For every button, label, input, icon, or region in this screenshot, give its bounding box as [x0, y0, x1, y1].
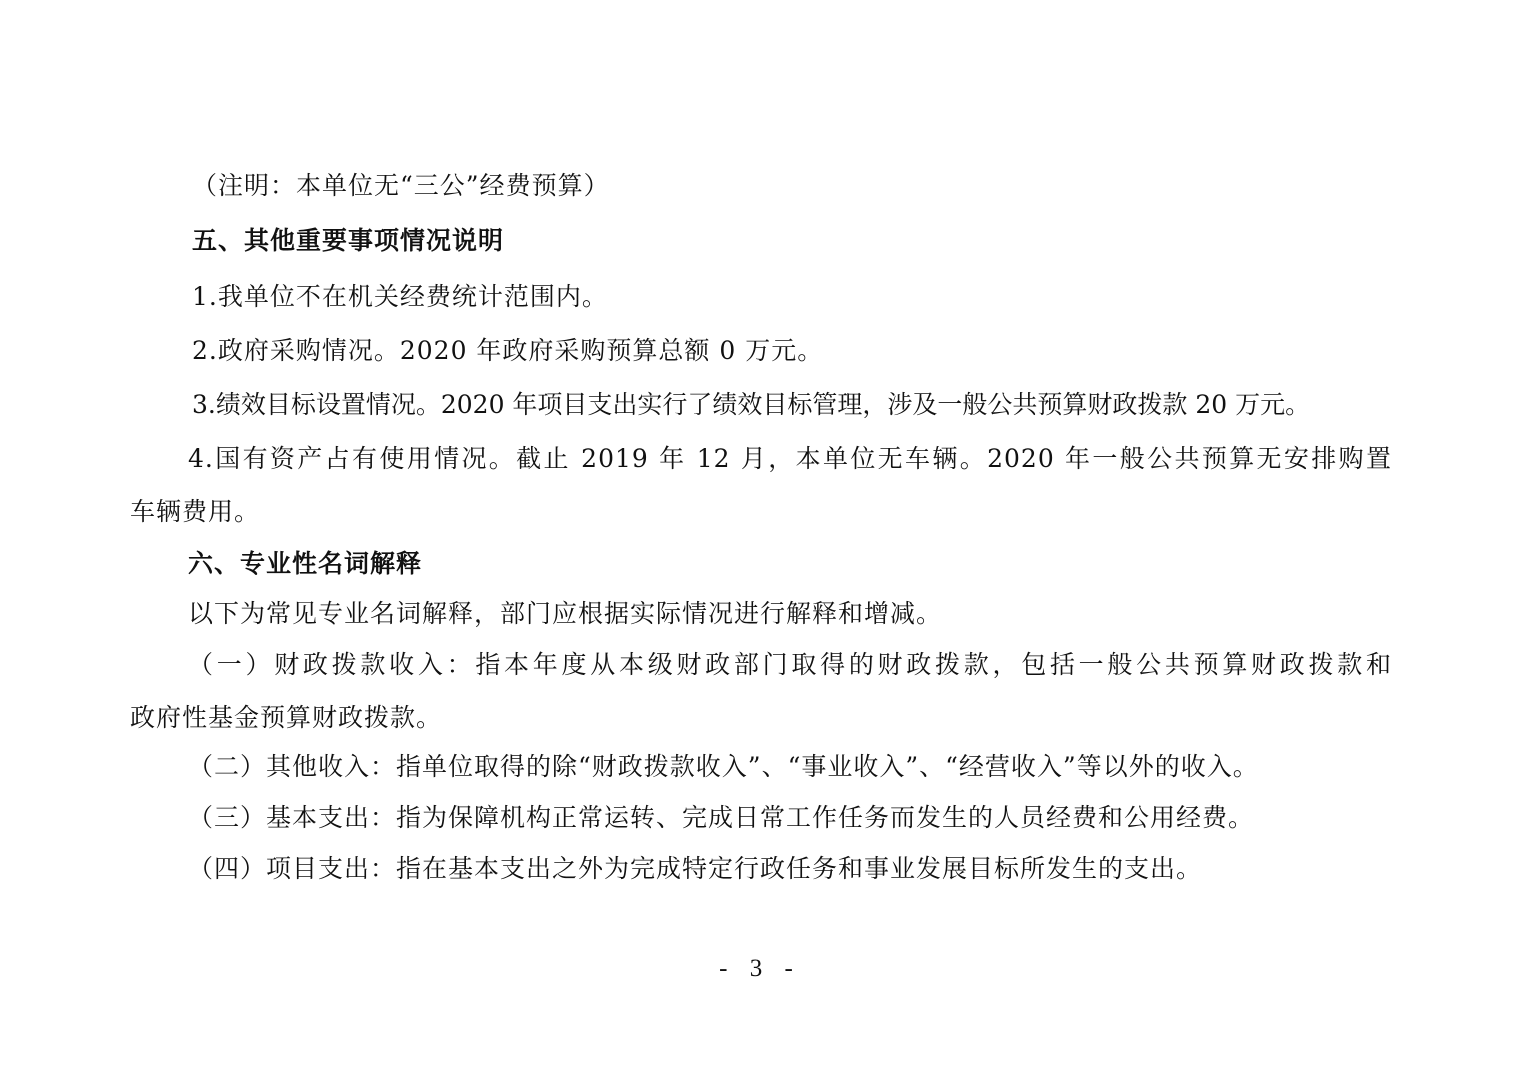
note-text: （注明：本单位无“三公”经费预算）: [192, 171, 610, 200]
definition-item: （三）基本支出：指为保障机构正常运转、完成日常工作任务而发生的人员经费和公用经费。: [188, 803, 1255, 832]
section-six-heading: 六、专业性名词解释: [188, 549, 423, 578]
page-number: - 3 -: [719, 955, 801, 982]
list-item: 4.国有资产占有使用情况。截止 2019 年 12 月，本单位无车辆。2020 年一般公共预算无安排购置: [188, 444, 1392, 473]
list-item: 2.政府采购情况。2020 年政府采购预算总额 0 万元。: [192, 336, 824, 365]
list-item-continuation: 车辆费用。: [130, 497, 261, 526]
section-six-intro: 以下为常见专业名词解释，部门应根据实际情况进行解释和增减。: [188, 599, 943, 628]
definition-item: （一）财政拨款收入：指本年度从本级财政部门取得的财政拨款，包括一般公共预算财政拨款和: [188, 650, 1392, 679]
definition-continuation: 政府性基金预算财政拨款。: [130, 703, 443, 732]
definition-item: （二）其他收入：指单位取得的除“财政拨款收入”、“事业收入”、“经营收入”等以外的收入。: [188, 752, 1259, 781]
list-item: 1.我单位不在机关经费统计范围内。: [192, 282, 608, 311]
list-item: 3.绩效目标设置情况。2020 年项目支出实行了绩效目标管理，涉及一般公共预算财政拨款 20 万元。: [192, 390, 1311, 419]
section-five-heading: 五、其他重要事项情况说明: [192, 226, 505, 255]
definition-item: （四）项目支出：指在基本支出之外为完成特定行政任务和事业发展目标所发生的支出。: [188, 854, 1203, 883]
